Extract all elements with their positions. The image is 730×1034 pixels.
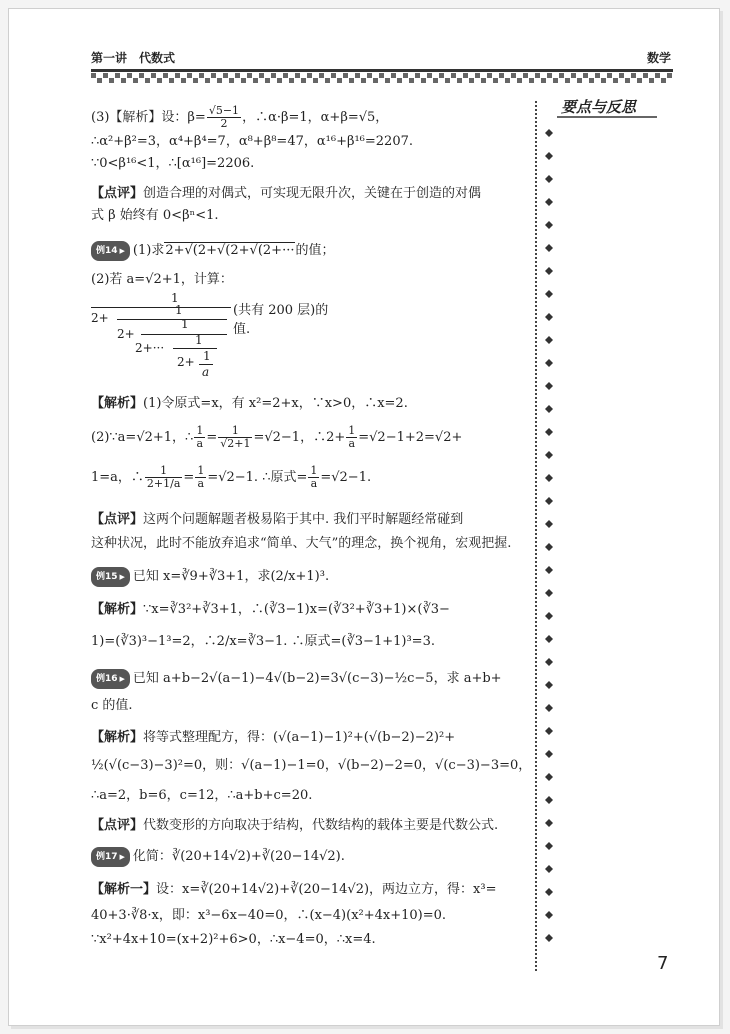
text-run: 设：x=∛(20+14√2)+∛(20−14√2)，两边立方，得：x³=	[156, 882, 497, 897]
margin-diamond	[545, 129, 553, 137]
margin-diamond	[545, 405, 553, 413]
checker-square	[409, 78, 414, 83]
text-run: ，∴α·β=1，α+β=√5，	[242, 110, 389, 125]
margin-diamond	[545, 152, 553, 160]
text-run: 将等式整理配方，得：(√(a−1)−1)²+(√(b−2)−2)²+	[143, 730, 456, 745]
solution-3-line1	[91, 105, 388, 130]
checker-square	[427, 73, 432, 78]
example-16-question2: c 的值.	[91, 698, 133, 713]
page-number: 7	[657, 953, 669, 974]
solution-17-line3: ∵x²+4x+10=(x+2)²+6>0，∴x−4=0，∴x=4.	[91, 932, 376, 947]
text-run: 这两个问题解题者极易陷于其中. 我们平时解题经常碰到	[143, 512, 464, 527]
checker-square	[283, 73, 288, 78]
page	[8, 8, 720, 1026]
checker-square	[379, 73, 384, 78]
checker-square	[319, 73, 324, 78]
solution-16-line2: ½(√(c−3)−3)²=0，则：√(a−1)−1=0，√(b−2)−2=0，√(c−3)−3=0，	[91, 758, 532, 773]
text-run: 代数变形的方向取决于结构，代数结构的载体主要是代数公式.	[143, 818, 499, 833]
header-rule	[91, 69, 673, 72]
text-run: =	[183, 470, 195, 485]
checker-square	[349, 78, 354, 83]
checker-square	[133, 78, 138, 83]
checker-square	[529, 78, 534, 83]
text-run: 已知 a+b−2√(a−1)−4√(b−2)=3√(c−3)−½c−5，求 a+b+	[132, 671, 502, 686]
fraction	[207, 105, 241, 130]
frac-den: √2+1	[220, 437, 251, 450]
frac-num: 1	[348, 424, 356, 437]
cf-numerator: 1	[181, 317, 189, 331]
margin-diamond	[545, 520, 553, 528]
example-tag: 例17 ▶	[91, 847, 130, 867]
solution-3-line2: ∴α²+β²=3，α⁴+β⁴=7，α⁸+β⁸=47，α¹⁶+β¹⁶=2207.	[91, 134, 414, 149]
solution-14-part2-line2	[91, 465, 371, 490]
cf-term: 2+···	[135, 341, 165, 355]
checker-square	[259, 73, 264, 78]
checker-square	[97, 78, 102, 83]
checker-square	[103, 73, 108, 78]
example-tag: 例16 ▶	[91, 669, 130, 689]
checker-square	[469, 78, 474, 83]
margin-diamond	[545, 267, 553, 275]
solution-17-line1	[91, 881, 497, 899]
text-run: 已知 x=∛9+∛3+1，求(2/x+1)³.	[132, 569, 330, 584]
nested-radical: 2+√(2+√(2+√(2+···	[165, 243, 295, 258]
frac-den: a	[197, 477, 205, 490]
cf-note: (共有 200 层)的值.	[233, 303, 329, 337]
checker-square	[511, 73, 516, 78]
checker-square	[607, 73, 612, 78]
solution-16-line1	[91, 729, 455, 747]
text-run: (2)∵a=√2+1，∴	[91, 430, 194, 445]
checker-square	[121, 78, 126, 83]
checker-square	[265, 78, 270, 83]
checker-square	[445, 78, 450, 83]
text-run: (1)令原式=x，有 x²=2+x，∵x>0，∴x=2.	[143, 396, 408, 411]
margin-diamond	[545, 382, 553, 390]
cf-numerator: 1	[195, 333, 203, 347]
checker-square	[499, 73, 504, 78]
text-run: 1=a，∴	[91, 470, 144, 485]
checker-square	[211, 73, 216, 78]
checker-square	[391, 73, 396, 78]
checker-square	[253, 78, 258, 83]
checker-square	[649, 78, 654, 83]
margin-diamond	[545, 221, 553, 229]
cf-denominator: a	[202, 365, 210, 379]
checker-square	[421, 78, 426, 83]
fraction	[195, 465, 206, 490]
margin-diamond	[545, 313, 553, 321]
margin-diamond	[545, 911, 553, 919]
checker-square	[307, 73, 312, 78]
checker-square	[547, 73, 552, 78]
comment-label: 【点评】	[91, 818, 144, 833]
page-header	[91, 47, 671, 69]
checker-square	[157, 78, 162, 83]
margin-diamond	[545, 198, 553, 206]
margin-diamond	[545, 819, 553, 827]
checker-square	[481, 78, 486, 83]
checker-square	[583, 73, 588, 78]
margin-diamond	[545, 589, 553, 597]
margin-diamond	[545, 704, 553, 712]
comment-label: 【点评】	[91, 186, 144, 201]
checker-square	[667, 73, 672, 78]
checker-square	[493, 78, 498, 83]
comment-2-line2: 这种状况，此时不能放弃追求“简单、大气”的理念，换个视角，宏观把握.	[91, 536, 512, 551]
subject-title: 数学	[646, 51, 671, 65]
cf-term: 2+	[91, 311, 109, 325]
margin-dotted-line	[535, 101, 538, 971]
frac-num: 1	[196, 424, 204, 437]
checker-square	[163, 73, 168, 78]
fraction	[308, 465, 319, 490]
checker-square	[109, 78, 114, 83]
checker-square	[475, 73, 480, 78]
margin-diamond	[545, 244, 553, 252]
margin-diamond	[545, 681, 553, 689]
example-14-question2: (2)若 a=√2+1，计算：	[91, 272, 233, 287]
margin-diamond-column	[544, 129, 554, 959]
checker-square	[553, 78, 558, 83]
comment-2-line1	[91, 511, 463, 529]
cf-term: 2+	[177, 355, 195, 369]
margin-diamond	[545, 934, 553, 942]
margin-diamond	[545, 543, 553, 551]
margin-diamond	[545, 175, 553, 183]
margin-diamond	[545, 773, 553, 781]
checker-square	[367, 73, 372, 78]
checker-square	[397, 78, 402, 83]
checker-square	[187, 73, 192, 78]
checker-square	[457, 78, 462, 83]
checker-square	[631, 73, 636, 78]
checker-square	[403, 73, 408, 78]
checker-square	[289, 78, 294, 83]
frac-den: 2+1/a	[146, 477, 181, 490]
margin-diamond	[545, 290, 553, 298]
checker-square	[301, 78, 306, 83]
solution-15-line1	[91, 601, 450, 619]
solution-14-part1	[91, 395, 408, 413]
sidebar-title-banner	[557, 95, 667, 119]
solution-3-line3: ∵0<β¹⁶<1，∴[α¹⁶]=2206.	[91, 156, 255, 171]
text-run: =√2−1，∴2+	[253, 430, 346, 445]
checker-square	[169, 78, 174, 83]
checker-square	[271, 73, 276, 78]
solution-label: 【解析一】	[91, 882, 157, 897]
example-17-question	[91, 847, 345, 867]
checker-square	[337, 78, 342, 83]
fraction	[346, 425, 357, 450]
cf-term: 2+	[117, 327, 135, 341]
solution-16-line3: ∴a=2，b=6，c=12，∴a+b+c=20.	[91, 788, 313, 803]
frac-num: 1	[218, 425, 252, 438]
checker-square	[277, 78, 282, 83]
text-run: 的值；	[295, 243, 335, 258]
solution-14-part2-line1	[91, 425, 462, 450]
example-14-question1	[91, 241, 334, 261]
checker-square	[199, 73, 204, 78]
checker-square	[247, 73, 252, 78]
cf-numerator: 1	[203, 349, 211, 363]
margin-diamond	[545, 888, 553, 896]
cf-rule	[91, 307, 231, 308]
checker-square	[181, 78, 186, 83]
checker-square	[643, 73, 648, 78]
frac-num: 1	[310, 464, 318, 477]
checker-square	[559, 73, 564, 78]
example-16-question1	[91, 669, 502, 689]
checker-square	[145, 78, 150, 83]
solution-label: 【解析】	[91, 730, 144, 745]
checker-square	[535, 73, 540, 78]
checker-square	[655, 73, 660, 78]
margin-diamond	[545, 658, 553, 666]
checker-square	[661, 78, 666, 83]
text-run: (3)【解析】设：β=	[91, 110, 206, 125]
fraction	[194, 425, 205, 450]
text-run: (1)求	[132, 243, 165, 258]
checker-square	[151, 73, 156, 78]
comment-1-line1	[91, 185, 481, 203]
text-run: =	[206, 430, 218, 445]
text-run: =√2−1.	[320, 470, 372, 485]
margin-diamond	[545, 359, 553, 367]
continued-fraction	[91, 291, 341, 381]
sidebar-title-text: 要点与反思	[561, 98, 637, 116]
checker-square	[487, 73, 492, 78]
example-15-question	[91, 567, 329, 587]
text-run: 化简：∛(20+14√2)+∛(20−14√2).	[132, 849, 345, 864]
text-run: =√2−1+2=√2+	[358, 430, 463, 445]
frac-den: a	[348, 437, 356, 450]
header-checker-pattern	[91, 73, 673, 83]
checker-square	[139, 73, 144, 78]
text-run: =√2−1. ∴原式=	[207, 470, 308, 485]
cf-rule	[141, 334, 227, 335]
checker-square	[235, 73, 240, 78]
cf-numerator: 1	[175, 303, 183, 317]
checker-square	[619, 73, 624, 78]
example-tag: 例14 ▶	[91, 241, 130, 261]
margin-diamond	[545, 474, 553, 482]
checker-square	[595, 73, 600, 78]
text-run: ∵x=∛3²+∛3+1，∴(∛3−1)x=(∛3²+∛3+1)×(∛3−	[143, 602, 450, 617]
checker-square	[217, 78, 222, 83]
margin-diamond	[545, 451, 553, 459]
checker-square	[295, 73, 300, 78]
margin-diamond	[545, 612, 553, 620]
lesson-title: 第一讲 代数式	[91, 51, 176, 65]
checker-square	[601, 78, 606, 83]
text-run: 创造合理的对偶式，可实现无限升次，关键在于创造的对偶	[143, 186, 482, 201]
comment-3	[91, 817, 498, 835]
checker-square	[637, 78, 642, 83]
checker-square	[223, 73, 228, 78]
checker-square	[355, 73, 360, 78]
margin-diamond	[545, 796, 553, 804]
margin-diamond	[545, 497, 553, 505]
example-tag: 例15 ▶	[91, 567, 130, 587]
margin-diamond	[545, 750, 553, 758]
margin-diamond	[545, 566, 553, 574]
margin-diamond	[545, 635, 553, 643]
checker-square	[313, 78, 318, 83]
checker-square	[577, 78, 582, 83]
fraction	[145, 465, 182, 490]
checker-square	[415, 73, 420, 78]
checker-square	[463, 73, 468, 78]
checker-square	[229, 78, 234, 83]
checker-square	[571, 73, 576, 78]
checker-square	[433, 78, 438, 83]
checker-square	[127, 73, 132, 78]
frac-num: 1	[145, 465, 182, 478]
checker-square	[541, 78, 546, 83]
comment-label: 【点评】	[91, 512, 144, 527]
checker-square	[385, 78, 390, 83]
margin-diamond	[545, 336, 553, 344]
checker-square	[451, 73, 456, 78]
checker-square	[193, 78, 198, 83]
frac-den: 2	[220, 117, 228, 130]
fraction	[218, 425, 252, 450]
solution-label: 【解析】	[91, 602, 144, 617]
checker-square	[517, 78, 522, 83]
checker-square	[241, 78, 246, 83]
cf-numerator: 1	[171, 291, 179, 305]
checker-square	[505, 78, 510, 83]
cf-rule	[117, 319, 227, 320]
checker-square	[373, 78, 378, 83]
solution-17-line2: 40+3·∛8·x，即：x³−6x−40=0，∴(x−4)(x²+4x+10)=0.	[91, 908, 447, 923]
solution-15-line2: 1)=(∛3)³−1³=2，∴2/x=∛3−1. ∴原式=(∛3−1+1)³=3.	[91, 634, 435, 649]
frac-den: a	[196, 437, 204, 450]
margin-diamond	[545, 727, 553, 735]
checker-square	[439, 73, 444, 78]
checker-square	[115, 73, 120, 78]
frac-num: 1	[197, 464, 205, 477]
comment-1-line2: 式 β 始终有 0<βⁿ<1.	[91, 208, 219, 223]
checker-square	[361, 78, 366, 83]
checker-square	[325, 78, 330, 83]
checker-square	[205, 78, 210, 83]
margin-diamond	[545, 428, 553, 436]
frac-num: √5−1	[208, 104, 240, 117]
margin-diamond	[545, 865, 553, 873]
solution-label: 【解析】	[91, 396, 144, 411]
checker-square	[91, 73, 96, 78]
checker-square	[523, 73, 528, 78]
margin-diamond	[545, 842, 553, 850]
checker-square	[331, 73, 336, 78]
checker-square	[343, 73, 348, 78]
checker-square	[589, 78, 594, 83]
checker-square	[175, 73, 180, 78]
checker-square	[565, 78, 570, 83]
checker-square	[613, 78, 618, 83]
checker-square	[625, 78, 630, 83]
frac-den: a	[310, 477, 318, 490]
